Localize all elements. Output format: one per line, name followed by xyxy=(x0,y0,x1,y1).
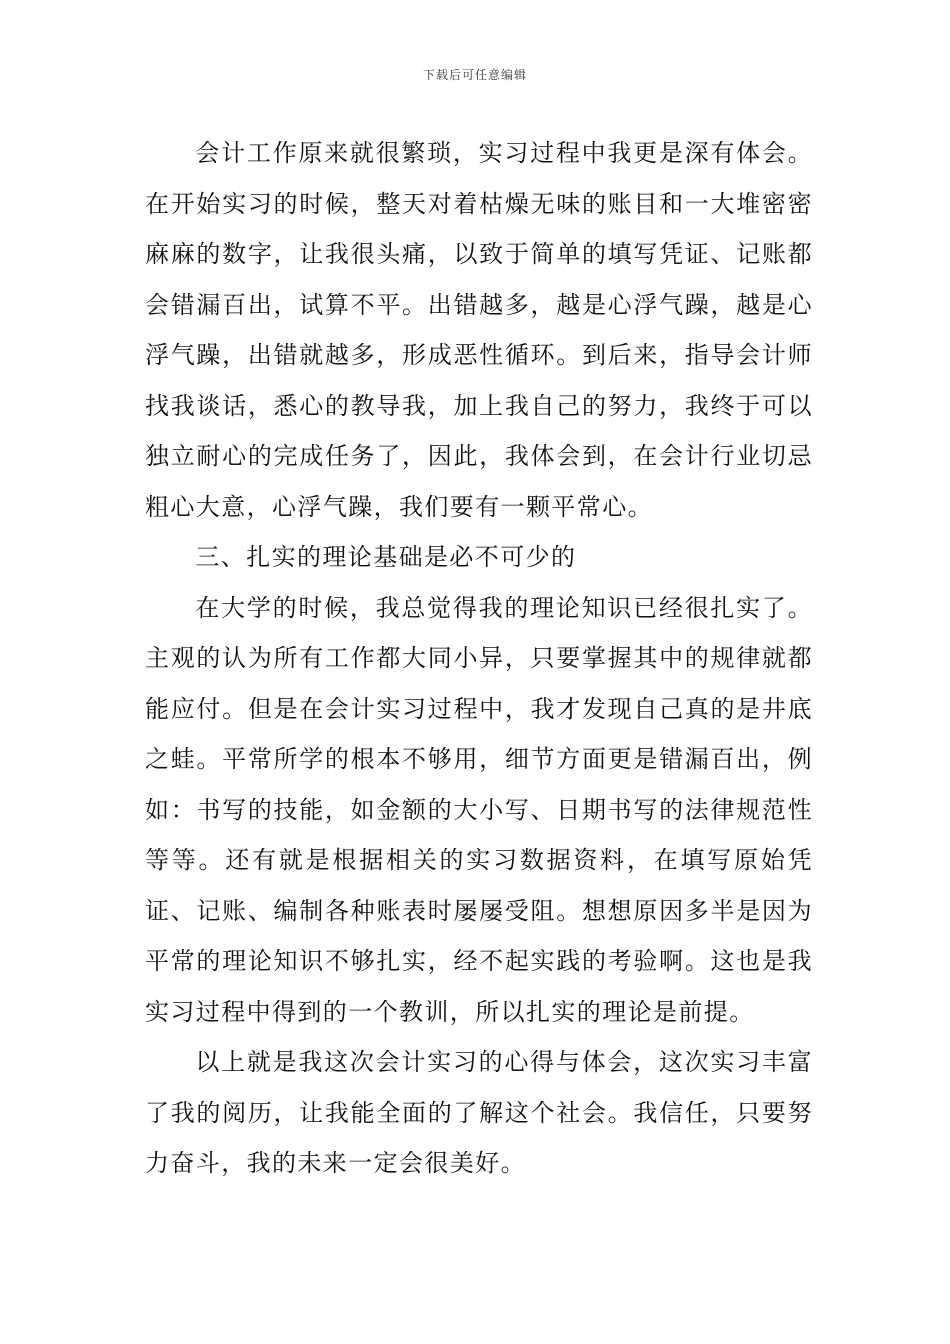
document-body xyxy=(145,128,813,1189)
paragraph-accounting-experience: 会计工作原来就很繁琐，实习过程中我更是深有体会。在开始实习的时候，整天对着枯燥无味的账目和一大堆密密麻麻的数字，让我很头痛，以致于简单的填写凭证、记账都会错漏百出，试算不平。出错越多，越是心浮气躁，越是心浮气躁，出错就越多，形成恶性循环。到后来，指导会计师找我谈话，悉心的教导我，加上我自己的努力，我终于可以独立耐心的完成任务了，因此，我体会到，在会计行业切忌粗心大意，心浮气躁，我们要有一颗平常心。 xyxy=(145,139,813,521)
paragraph-theory-foundation: 在大学的时候，我总觉得我的理论知识已经很扎实了。主观的认为所有工作都大同小异，只要掌握其中的规律就都能应付。但是在会计实习过程中，我才发现自己真的是井底之蛙。平常所学的根本不够用，细节方面更是错漏百出，例如：书写的技能，如金额的大小写、日期书写的法律规范性等等。还有就是根据相关的实习数据资料，在填写原始凭证、记账、编制各种账表时屡屡受阻。想想原因多半是因为平常的理论知识不够扎实，经不起实践的考验啊。这也是我实习过程中得到的一个教训，所以扎实的理论是前提。 xyxy=(145,593,813,1026)
section-heading-theory: 三、扎实的理论基础是必不可少的 xyxy=(195,543,577,571)
page-header: 下载后可任意编辑 xyxy=(422,68,527,82)
paragraph-conclusion: 以上就是我这次会计实习的心得与体会，这次实习丰富了我的阅历，让我能全面的了解这个社会。我信任，只要努力奋斗，我的未来一定会很美好。 xyxy=(145,1048,813,1177)
